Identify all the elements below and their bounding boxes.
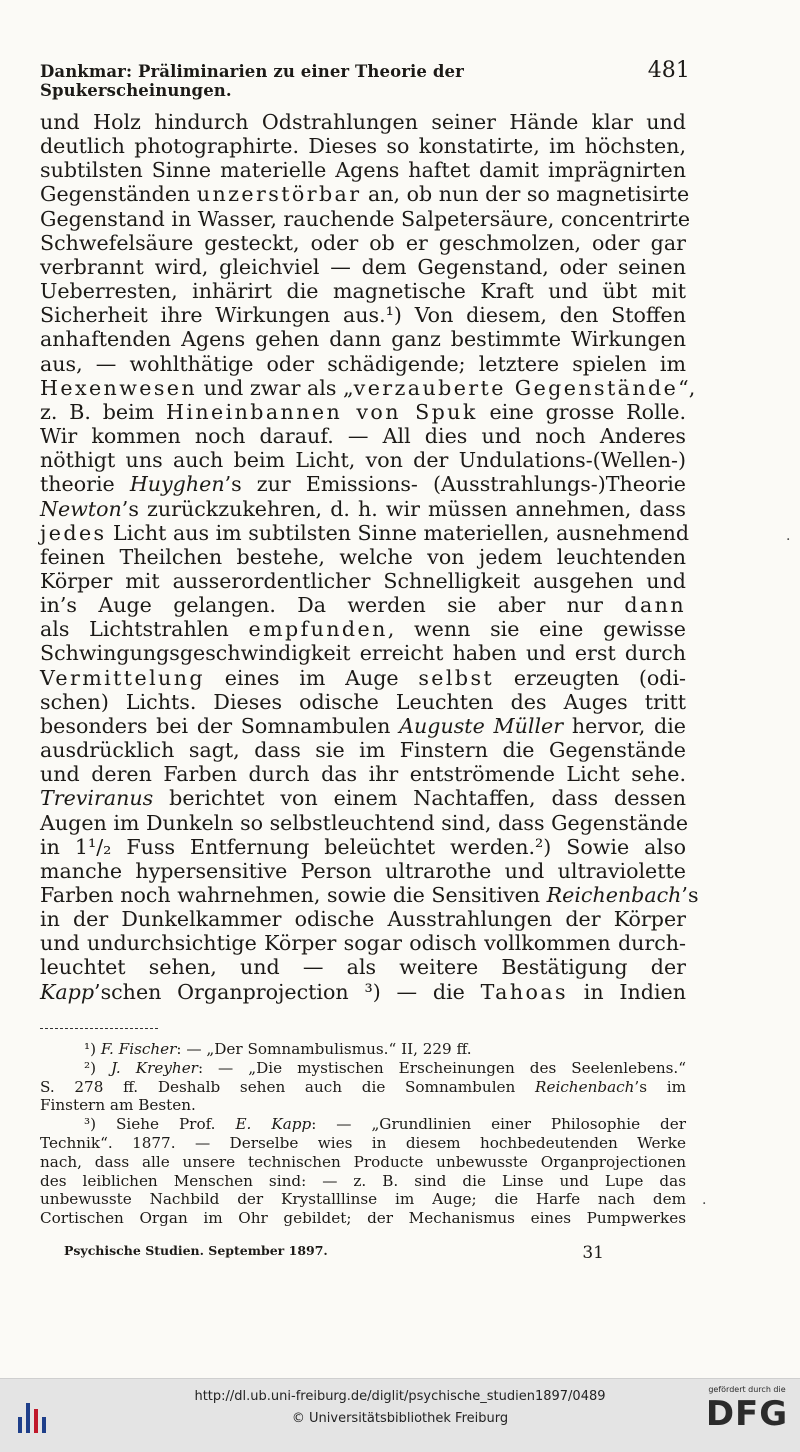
text-run: leuchtet sehen, und — als weitere Bestätigung der: [40, 955, 686, 980]
body-text: [40, 110, 699, 1004]
text-line: [40, 762, 686, 786]
text-run: Schwefelsäure gesteckt, oder ob er geschmolzen, oder gar: [40, 230, 686, 255]
text-run: Gegenstand in Wasser, rauchende Salpetersäure, concentrirte: [40, 206, 691, 231]
text-run: in 1¹/₂ Fuss Entfernung beleüchtet werden.²) Sowie also: [40, 834, 686, 859]
text-line: [40, 520, 690, 545]
text-line: [40, 931, 686, 955]
spaced-emphasis: Tahoas: [480, 979, 568, 1004]
text-run: Cortischen Organ im Ohr gebildet; der Mechanismus eines Pumpwerkes: [40, 1209, 686, 1228]
italic-name: Reichenbach: [535, 1077, 635, 1096]
text-run: in Indien: [567, 979, 686, 1004]
italic-name: J. Kreyher: [111, 1058, 198, 1077]
text-run: schen) Lichts. Dieses odische Leuchten des Auges tritt: [40, 689, 686, 714]
text-line: [40, 738, 686, 762]
text-line: [40, 472, 686, 496]
text-run: deutlich photographirte. Dieses so konstatirte, im höchsten,: [40, 134, 686, 159]
text-run: ausdrücklich sagt, dass sie im Finstern die Gegenstände: [40, 738, 686, 763]
spaced-emphasis: Hineinbannen von Spuk: [166, 399, 478, 424]
dfg-wordmark: DFG: [705, 1394, 789, 1434]
spaced-emphasis: Vermittelung: [40, 665, 205, 690]
page-number: 481: [647, 58, 690, 83]
text-run: und Holz hindurch Odstrahlungen seiner Hände klar und: [40, 110, 686, 134]
italic-name: Treviranus: [40, 786, 154, 811]
text-run: berichtet von einem Nachtaffen, dass dessen: [153, 786, 686, 811]
text-line: [40, 255, 686, 279]
italic-name: Huyghen: [129, 472, 225, 497]
text-line: [40, 810, 689, 835]
spaced-emphasis: Hexenwesen: [40, 375, 198, 400]
text-line: [40, 980, 686, 1004]
text-run: und undurchsichtige Körper sogar odisch vollkommen durch-: [40, 931, 686, 956]
text-run: eines im Auge: [204, 665, 419, 690]
footnote-line: [40, 1096, 686, 1115]
text-run: Körper mit ausserordentlicher Schnelligkeit ausgehen und: [40, 568, 686, 593]
text-run: subtilsten Sinne materielle Agens haftet damit imprägnirten: [40, 158, 686, 183]
footnotes: [40, 1040, 686, 1228]
text-line: [40, 714, 686, 738]
text-run: besonders bei der Somnambulen: [40, 713, 400, 738]
text-run: ¹): [84, 1040, 101, 1058]
italic-name: Newton: [40, 496, 122, 521]
text-line: [40, 303, 686, 327]
italic-name: Auguste Müller: [399, 713, 564, 738]
text-line: [40, 400, 686, 424]
text-run: ’s: [681, 883, 699, 907]
text-run: in der Dunkelkammer odische Ausstrahlungen der Körper: [40, 907, 686, 932]
text-run: Augen im Dunkeln so selbstleuchtend sind, dass Gegenstände: [40, 810, 689, 835]
text-run: manche hypersensitive Person ultrarothe und ultraviolette: [40, 858, 686, 883]
text-run: in’s Auge gelangen. Da werden sie aber nur: [40, 593, 625, 618]
text-line: [40, 182, 690, 207]
footnote-line: [40, 1059, 686, 1078]
text-line: [40, 279, 686, 303]
italic-name: Kapp: [40, 979, 95, 1004]
text-line: [40, 907, 686, 931]
text-run: Finstern am Besten.: [40, 1096, 196, 1115]
text-line: [40, 859, 686, 883]
text-line: [40, 666, 686, 690]
spaced-emphasis: selbst: [418, 665, 495, 690]
text-run: Ueberresten, inhärirt die magnetische Kraft und übt mit: [40, 279, 686, 304]
text-run: Gegenständen: [40, 182, 197, 207]
text-run: und deren Farben durch das ihr entströmende Licht sehe.: [40, 762, 686, 787]
spaced-emphasis: jedes: [40, 520, 107, 545]
text-run: Technik“. 1877. — Derselbe wies in diesem hochbedeutenden Werke: [40, 1133, 686, 1152]
text-run: “,: [678, 375, 696, 400]
text-run: ’s zurückzukehren, d. h. wir müssen annehmen, dass: [121, 496, 686, 521]
running-title: Dankmar: Präliminarien zu einer Theorie der Spukerscheinungen.: [40, 62, 464, 100]
footnote-line: [40, 1190, 686, 1209]
text-run: des leiblichen Menschen sind: — z. B. sind die Linse und Lupe das: [40, 1171, 686, 1190]
text-run: ’s im: [634, 1077, 686, 1096]
text-run: nöthigt uns auch beim Licht, von der Undulations-(Wellen-): [40, 448, 686, 473]
text-run: aus, — wohlthätige oder schädigende; letztere spielen im: [40, 351, 686, 376]
text-run: als Lichtstrahlen: [40, 617, 249, 642]
footnote-line: [40, 1040, 686, 1059]
text-run: feinen Theilchen bestehe, welche von jedem leuchtenden: [40, 544, 686, 569]
text-run: ³) Siehe Prof.: [84, 1115, 236, 1134]
text-run: eine grosse Rolle.: [477, 399, 686, 424]
italic-name: Reichenbach: [546, 883, 682, 907]
text-line: [40, 231, 686, 255]
viewer-footer-bar: [0, 1378, 800, 1452]
margin-mark: ·: [702, 1196, 707, 1212]
permalink-url[interactable]: http://dl.ub.uni-freiburg.de/diglit/psychische_studien1897/0489: [194, 1389, 606, 1404]
text-line: [40, 690, 686, 714]
text-line: [40, 352, 686, 376]
text-run: hervor, die: [563, 713, 686, 738]
text-line: [40, 110, 686, 134]
italic-name: E. Kapp: [235, 1115, 312, 1134]
footnote-line: [40, 1134, 686, 1153]
footnote-line: [40, 1115, 686, 1134]
text-line: [40, 134, 686, 158]
text-line: [40, 545, 686, 569]
text-run: , wenn sie eine gewisse: [387, 617, 686, 642]
footnote-line: [40, 1153, 686, 1172]
text-line: [40, 375, 696, 400]
text-run: anhaftenden Agens gehen dann ganz bestimmte Wirkungen: [40, 327, 686, 352]
text-run: an, ob nun der so magnetisirte: [361, 182, 690, 207]
page-footer: [64, 1243, 604, 1263]
italic-name: F. Fischer: [100, 1040, 177, 1058]
text-run: : — „Grundlinien einer Philosophie der: [311, 1115, 686, 1134]
text-run: und zwar als „: [197, 375, 354, 400]
footnote-line: [40, 1172, 686, 1191]
text-run: z. B. beim: [40, 399, 167, 424]
text-run: erzeugten (odi-: [494, 665, 686, 690]
footnote-line: [40, 1078, 686, 1097]
text-line: [40, 206, 691, 231]
text-line: [40, 641, 686, 665]
spaced-emphasis: dann: [624, 593, 686, 618]
text-run: nach, dass alle unsere technischen Producte unbewusste Organprojectionen: [40, 1152, 686, 1171]
text-line: [40, 424, 686, 448]
text-run: Schwingungsgeschwindigkeit erreicht haben und erst durch: [40, 641, 686, 666]
text-line: [40, 786, 686, 810]
dfg-logo: [704, 1385, 790, 1433]
margin-mark: ·: [786, 532, 791, 548]
text-run: ²): [84, 1058, 112, 1077]
footnote-line: [40, 1209, 686, 1228]
spaced-emphasis: verzauberte Gegenstände: [353, 375, 679, 400]
text-run: S. 278 ff. Deshalb sehen auch die Somnambulen: [40, 1077, 536, 1096]
text-run: ’schen Organprojection ³) — die: [94, 979, 481, 1004]
signature-mark: 31: [582, 1243, 604, 1263]
text-run: Sicherheit ihre Wirkungen aus.¹) Von diesem, den Stoffen: [40, 303, 686, 328]
text-line: [40, 569, 686, 593]
text-run: ’s zur Emissions- (Ausstrahlungs-)Theorie: [224, 472, 686, 497]
text-line: [40, 593, 686, 617]
text-run: Wir kommen noch darauf. — All dies und noch Anderes: [40, 424, 686, 449]
text-run: theorie: [40, 472, 130, 497]
copyright-notice: © Universitätsbibliothek Freiburg: [291, 1411, 509, 1426]
text-line: [40, 327, 686, 351]
text-run: verbrannt wird, gleichviel — dem Gegenstand, oder seinen: [40, 254, 686, 279]
dfg-funding-text: gefördert durch die: [708, 1385, 786, 1394]
text-line: [40, 955, 686, 979]
text-run: Licht aus im subtilsten Sinne materiellen, ausnehmend: [106, 520, 690, 545]
text-line: [40, 448, 686, 472]
text-line: [40, 497, 686, 521]
text-line: [40, 883, 699, 907]
text-run: unbewusste Nachbild der Krystalllinse im Auge; die Harfe nach dem: [40, 1190, 686, 1209]
running-header: [40, 58, 690, 100]
footnote-separator: [40, 1028, 158, 1029]
text-line: [40, 158, 686, 182]
spaced-emphasis: empfunden: [248, 617, 388, 642]
journal-footer: Psychische Studien. September 1897.: [64, 1243, 328, 1258]
text-run: Farben noch wahrnehmen, sowie die Sensitiven: [40, 883, 547, 907]
text-run: : — „Der Somnambulismus.“ II, 229 ff.: [176, 1040, 472, 1058]
text-line: [40, 617, 686, 641]
text-run: : — „Die mystischen Erscheinungen des Seelenlebens.“: [197, 1058, 687, 1077]
text-line: [40, 835, 686, 859]
spaced-emphasis: unzerstörbar: [196, 182, 362, 207]
